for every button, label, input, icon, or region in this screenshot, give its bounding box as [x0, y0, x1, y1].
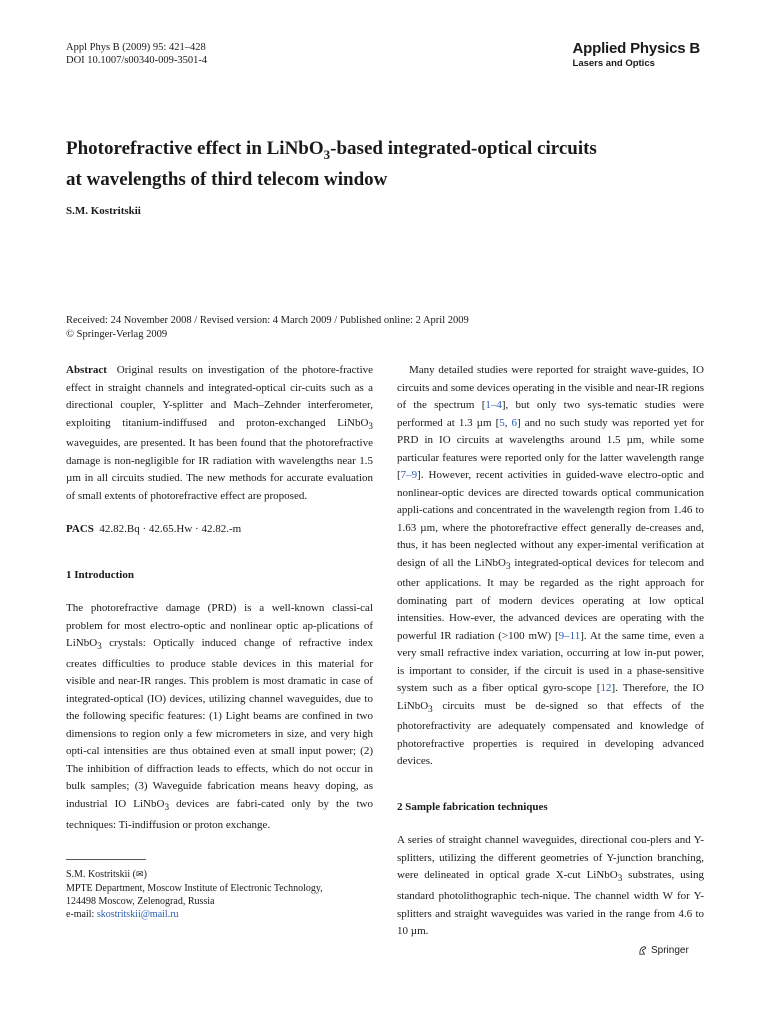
body-text: circuits must be de-signed so that effects of the photorefractivity are adequately compensated and knowledge of photorefractive properties is required in developing advanced devices.	[397, 699, 704, 768]
subscript: 3	[617, 873, 623, 884]
footnote-paren: )	[143, 869, 147, 880]
title-subscript: 3	[323, 146, 331, 162]
email-link[interactable]: skostritskii@mail.ru	[96, 909, 179, 920]
reference-link[interactable]: 1–4	[485, 399, 502, 411]
subscript: 3	[164, 802, 170, 813]
article-title	[66, 136, 706, 192]
body-text: ], but only two sys-tematic studies were performed at 1.3 µm [	[397, 399, 704, 429]
left-column	[66, 362, 373, 834]
dates-line: Received: 24 November 2008 / Revised version: 4 March 2009 / Published online: 2 April 2009	[66, 315, 469, 326]
journal-subtitle: Lasers and Optics	[572, 58, 655, 69]
intro-text: crystals: Optically induced change of refractive index creates difficulties to produce stable devices in this material for visible and near-IR ranges. This problem is most dramatic in case of integrated-optical (IO) devices, utilizing channel waveguides, due to the following specific features: (1) Light beams are confined in two dimensions to region only a few micrometers in size, and very high opti-cal intensities are thus obtained even at small input power; (2) The inhibition of diffraction leads to effects, which do not occur in bulk samples; (3) Waveguide fabrication means heavy doping, as industrial IO LiNbO	[66, 637, 373, 810]
running-header	[66, 41, 207, 67]
publisher-footer	[637, 945, 689, 956]
email-label: e-mail:	[66, 909, 97, 920]
abstract-text: waveguides, are presented. It has been found that the photorefractive damage is non-negligible for IR radiation with wavelengths near 1.5 µm in all circuits studied. The new methods for accurate evaluation of small extents of photorefractive effect are proposed.	[66, 437, 373, 502]
intro-paragraph-2	[397, 362, 704, 771]
abstract-text: Original results on investigation of the photore-fractive effect in straight channels and integrated-optical cir-cuits such as a directional coupler, Y-splitter and Mach–Zehnder interferometer, exploiting titanium-indiffused and proton-exchanged LiNbO	[66, 364, 374, 429]
publication-dates	[66, 314, 469, 341]
body-text: Many detailed studies were reported for straight wave-guides, IO circuits and some devices operating in the visible and near-IR regions of the spectrum [	[397, 364, 704, 411]
doi: DOI 10.1007/s00340-009-3501-4	[66, 55, 208, 66]
right-column	[397, 362, 704, 941]
intro-text: The photorefractive damage (PRD) is a well-known classi-cal problem for most electro-optic and nonlinear optic ap-plications of LiNbO	[66, 602, 373, 650]
copyright-line: © Springer-Verlag 2009	[66, 328, 168, 340]
journal-name: Applied Physics B	[572, 40, 700, 57]
abstract	[66, 362, 373, 505]
reference-link[interactable]: 5	[499, 416, 505, 429]
fabrication-paragraph	[397, 832, 704, 940]
citation: Appl Phys B (2009) 95: 421–428	[66, 42, 206, 53]
body-text: ]. Therefore, the IO LiNbO	[397, 682, 704, 712]
body-text: ]. At the same time, even a very small refractive index variation, occurring at low in-put power, is important to consider, if the circuit is used in a phase-sensitive system such as a fiber optical gyro-scope [	[397, 629, 704, 695]
subscript: 3	[368, 420, 373, 431]
section-heading-fabrication: 2 Sample fabrication techniques	[397, 800, 548, 813]
body-text: integrated-optical devices for telecom and other applications. It may be regarded as the right approach for dominating part of modern devices operating at low optical intensities. How-ever, the advanced devices are operating with the powerful IR radiation (>100 mW) [	[397, 556, 704, 642]
subscript: 3	[505, 560, 511, 571]
author-footnote	[66, 868, 323, 921]
affiliation-line: MPTE Department, Moscow Institute of Electronic Technology,	[66, 883, 323, 894]
reference-link[interactable]: 12	[600, 682, 612, 695]
subscript: 3	[428, 703, 433, 714]
section-heading-introduction: 1 Introduction	[66, 568, 134, 581]
body-text: substrates, using standard photolithographic tech-nique. The channel width W for Y-splitters and straight waveguides was varied in the range from 4.6 to 10 µm.	[397, 869, 704, 938]
footnote-rule	[66, 859, 146, 860]
journal-masthead	[573, 40, 700, 69]
abstract-label: Abstract	[66, 364, 107, 376]
body-text: ,	[504, 416, 512, 429]
reference-link[interactable]: 6	[511, 416, 518, 429]
footnote-name: S.M. Kostritskii (	[66, 869, 137, 880]
intro-paragraph	[66, 600, 373, 834]
springer-horse-icon	[637, 945, 648, 956]
pacs-codes: 42.82.Bq · 42.65.Hw · 42.82.-m	[99, 523, 242, 536]
title-line-2: at wavelengths of third telecom window	[66, 168, 388, 190]
title-part: -based integrated-optical circuits	[330, 138, 597, 159]
title-part: Photorefractive effect in LiNbO	[66, 138, 324, 159]
pacs-label: PACS	[66, 523, 94, 536]
envelope-icon: ✉	[136, 870, 144, 880]
author-name: S.M. Kostritskii	[66, 205, 141, 217]
body-text: A series of straight channel waveguides, directional cou-plers and Y-splitters, utilizing the different geometries of Y-junction branching, were delineated in optical grade X-cut LiNbO	[397, 834, 704, 882]
publisher-name: Springer	[651, 945, 689, 956]
intro-text: devices are fabri-cated only by the two techniques: Ti-indiffusion or proton exchange.	[66, 797, 373, 831]
address-line: 124498 Moscow, Zelenograd, Russia	[66, 896, 215, 907]
body-text: ] and no such study was reported yet for PRD in IO circuits at wavelengths around 1.5 µm, while some particular features were reported only for the latter wavelength range [	[397, 416, 704, 481]
reference-link[interactable]: 9–11	[558, 629, 581, 642]
body-text: ]. However, recent activities in guided-wave electro-optic and nonlinear-optic devices are directed towards optical communication appli-cations and concentrated in the wavelength region from 1.46 to 1.63 µm, where the photorefractive effect generally de-creases and, thus, it has been neglected without any exper-imental verification at design of all the LiNbO	[397, 469, 704, 569]
subscript: 3	[97, 641, 102, 652]
reference-link[interactable]: 7–9	[400, 469, 418, 481]
pacs	[66, 521, 373, 539]
